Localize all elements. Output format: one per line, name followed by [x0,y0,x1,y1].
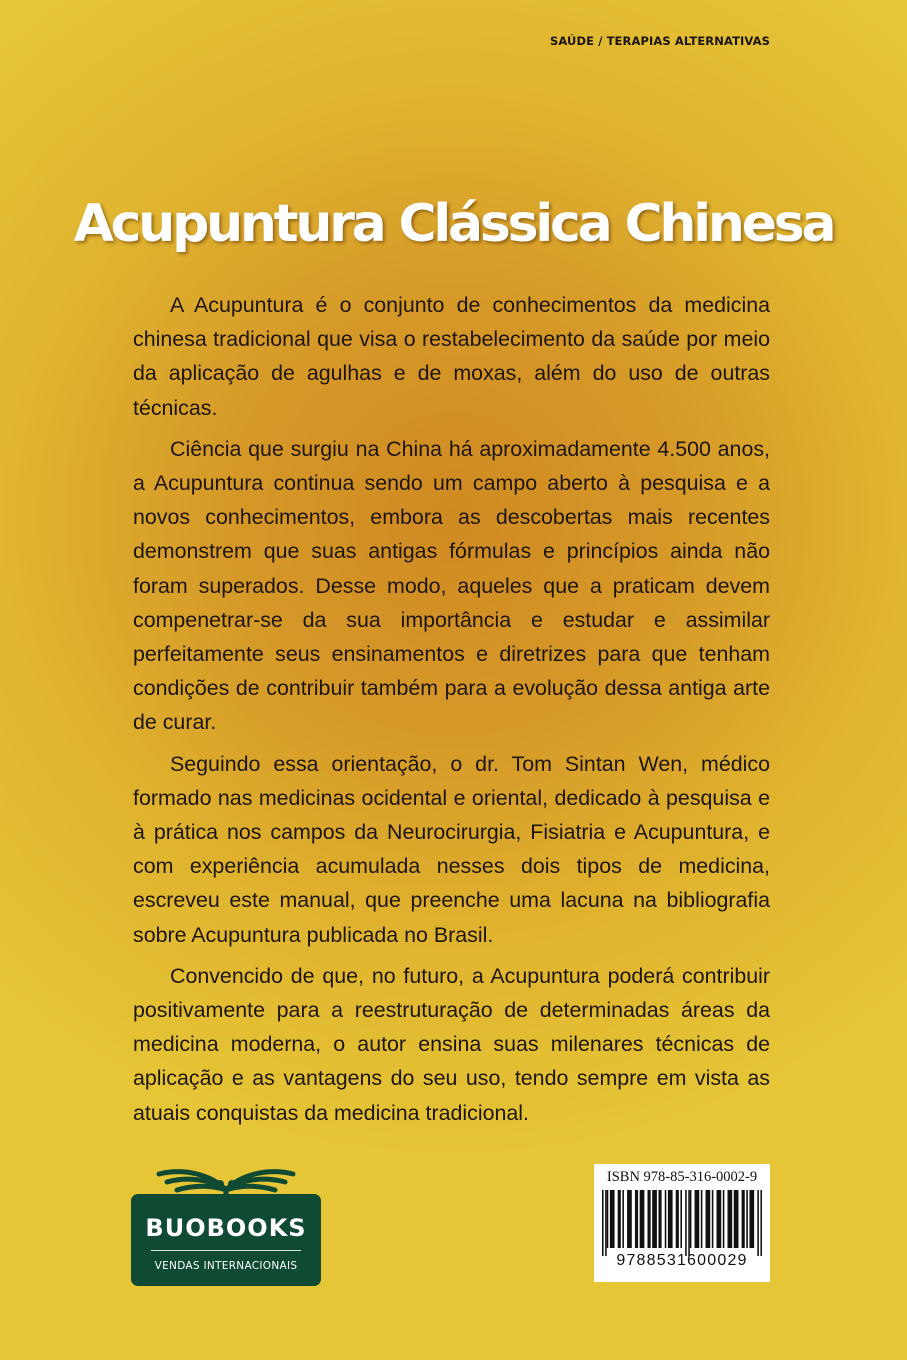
barcode-bar [647,1190,650,1248]
barcode-bar [760,1190,762,1256]
barcode-bar [618,1190,621,1248]
barcode-bar [665,1190,667,1248]
publisher-divider [151,1250,301,1251]
barcode-bar [688,1190,690,1256]
barcode-bar [695,1190,700,1248]
barcode-bar [685,1190,687,1256]
barcode-bar [706,1190,711,1248]
barcode-bar [742,1190,745,1248]
book-title: Acupuntura Clássica Chinesa [73,194,834,254]
publisher-badge [131,1194,321,1286]
barcode-bar [680,1190,682,1248]
isbn-label: ISBN 978-85-316-0002-9 [606,1169,758,1185]
barcode-bar [602,1190,604,1256]
isbn-barcode [594,1164,770,1282]
synopsis-paragraph: Ciência que surgiu na China há aproximadamente 4.500 anos, a Acupuntura continua sendo um campo aberto à pesquisa e a novos conhecimentos, embora as descobertas mais recentes demonstrem que suas antigas fórmulas e princípios ainda não foram superados. Desse modo, aqueles que a praticam devem compenetrar-se da sua importância e estudar e assimilar perfeitamente seus ensinamentos e diretrizes para que tenham condições de contribuir também para a evolução dessa antiga arte de curar. [133,436,770,735]
barcode-bar [717,1190,722,1248]
barcode-bar [607,1190,609,1248]
barcode-bar [640,1190,645,1248]
barcode-bar [734,1190,739,1248]
publisher-logo [131,1160,321,1286]
synopsis [133,288,770,1137]
barcode-bar [668,1190,673,1248]
barcode-bar [749,1190,754,1248]
barcode-bar [627,1190,632,1248]
barcode-bar [712,1190,714,1248]
barcode-bar [723,1190,725,1248]
publisher-name: BUOBOOKS [145,1214,307,1242]
barcode-bar [746,1190,748,1248]
barcode-bar [757,1190,759,1256]
synopsis-paragraph: Convencido de que, no futuro, a Acupuntura poderá contribuir positivamente para a reestruturação de determinadas áreas da medicina moderna, o autor ensina suas milenares técnicas de aplicação e as vantagens do seu uso, tendo sempre em vista as atuais conquistas da medicina tradicional. [133,963,770,1125]
barcode-bar [676,1190,679,1248]
publisher-tagline: VENDAS INTERNACIONAIS [154,1260,298,1272]
barcode-bar [701,1190,703,1248]
synopsis-paragraph: Seguindo essa orientação, o dr. Tom Sintan Wen, médico formado nas medicinas ocidental e oriental, dedicado à pesquisa e à prática nos campos da Neurocirurgia, Fisiatria e Acupuntura, e com experiência acumulada nesses dois tipos de medicina, escreveu este manual, que preenche uma lacuna na bibliografia sobre Acupuntura publicada no Brasil. [133,751,770,947]
barcode-bar [658,1190,661,1248]
barcode-bar [652,1190,657,1248]
synopsis-paragraph: A Acupuntura é o conjunto de conhecimentos da medicina chinesa tradicional que visa o restabelecimento da saúde por meio da aplicação de agulhas e de moxas, além do uso de outras técnicas. [133,293,770,420]
category-label: SAÚDE / TERAPIAS ALTERNATIVAS [550,34,770,48]
barcode-bar [610,1190,615,1248]
barcode-bar [727,1190,732,1248]
isbn-digits: 9788531600029 [616,1252,748,1269]
barcode-bar [690,1190,692,1248]
barcode-bar [605,1190,607,1256]
barcode-bar [635,1190,638,1248]
barcode-bar [622,1190,624,1248]
barcode-bars [602,1190,762,1256]
